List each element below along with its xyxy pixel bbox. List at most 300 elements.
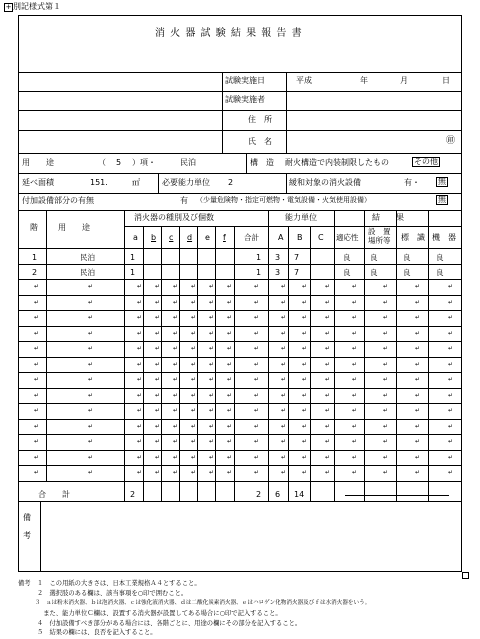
cell-return-mark: ↵ xyxy=(325,329,331,337)
cell-return-mark: ↵ xyxy=(227,298,233,306)
cell-return-mark: ↵ xyxy=(383,283,389,290)
result-subheader-rule xyxy=(334,226,462,227)
cell-return-mark: ↵ xyxy=(88,345,94,352)
cell-return-mark: ↵ xyxy=(415,298,421,306)
header-use: 用 途 xyxy=(58,223,90,232)
cell-return-mark: ↵ xyxy=(155,329,161,337)
cell-return-mark: ↵ xyxy=(352,345,358,352)
cell-return-mark: ↵ xyxy=(352,453,358,461)
cell-return-mark: ↵ xyxy=(325,345,331,352)
cell-return-mark: ↵ xyxy=(209,360,215,368)
cell-return-mark: ↵ xyxy=(137,345,143,352)
cell-return-mark: ↵ xyxy=(209,345,215,352)
cell-return-mark: ↵ xyxy=(448,422,454,430)
cell-return-mark: ↵ xyxy=(415,453,421,461)
cell-return-mark: ↵ xyxy=(383,422,389,430)
cell-return-mark: ↵ xyxy=(254,345,260,352)
capacity-value: 2 xyxy=(228,178,234,187)
relief-has-option: 有・ xyxy=(404,178,420,187)
attached-label: 付加設備部分の有無 xyxy=(22,196,94,205)
table-col-rule xyxy=(143,226,144,501)
cell-return-mark: ↵ xyxy=(281,391,287,399)
cell-return-mark: ↵ xyxy=(281,298,287,306)
cell-return-mark: ↵ xyxy=(302,422,308,430)
cell-return-mark: ↵ xyxy=(325,438,331,445)
header-e: e xyxy=(205,233,210,242)
cell-return-mark: ↵ xyxy=(352,314,358,321)
cell-return-mark: ↵ xyxy=(191,453,197,461)
cell-return-mark: ↵ xyxy=(227,422,233,430)
cell-return-mark: ↵ xyxy=(302,469,308,476)
header-floor: 階 xyxy=(30,223,38,232)
cell-return-mark: ↵ xyxy=(209,422,215,430)
cell-return-mark: ↵ xyxy=(209,329,215,337)
table-col-rule xyxy=(334,210,335,501)
row1-a: 1 xyxy=(130,253,136,262)
table-col-rule xyxy=(428,210,429,501)
cell-return-mark: ↵ xyxy=(34,422,40,430)
cell-return-mark: ↵ xyxy=(173,407,179,414)
row2-place: 良 xyxy=(370,268,378,277)
cell-return-mark: ↵ xyxy=(155,391,161,399)
cell-return-mark: ↵ xyxy=(383,329,389,337)
cell-return-mark: ↵ xyxy=(34,438,40,445)
cell-return-mark: ↵ xyxy=(137,283,143,290)
remarks-divider xyxy=(40,501,41,572)
row2-device: 良 xyxy=(436,268,444,277)
cell-return-mark: ↵ xyxy=(173,422,179,430)
year-label: 年 xyxy=(360,76,368,85)
cell-return-mark: ↵ xyxy=(254,314,260,321)
cell-return-mark: ↵ xyxy=(191,422,197,430)
cell-return-mark: ↵ xyxy=(137,360,143,368)
table-col-rule xyxy=(161,226,162,501)
row2-label: 良 xyxy=(403,268,411,277)
table-col-rule xyxy=(396,210,397,501)
table-col-rule xyxy=(234,226,235,501)
cell-return-mark: ↵ xyxy=(352,469,358,476)
use-label: 用 途 xyxy=(22,158,54,167)
cell-return-mark: ↵ xyxy=(155,283,161,290)
cell-return-mark: ↵ xyxy=(325,469,331,476)
corner-marker xyxy=(462,572,469,579)
cell-return-mark: ↵ xyxy=(383,438,389,445)
cell-return-mark: ↵ xyxy=(281,407,287,414)
header-result: 結 果 xyxy=(372,213,404,222)
cell-return-mark: ↵ xyxy=(88,391,94,399)
cell-return-mark: ↵ xyxy=(448,329,454,337)
header-f: f xyxy=(223,233,226,242)
total-row-rule xyxy=(18,501,462,502)
cell-return-mark: ↵ xyxy=(281,422,287,430)
cell-return-mark: ↵ xyxy=(209,283,215,290)
cell-return-mark: ↵ xyxy=(448,298,454,306)
cell-return-mark: ↵ xyxy=(325,283,331,290)
structure-other-option: その他 xyxy=(414,157,438,166)
cell-return-mark: ↵ xyxy=(383,360,389,368)
cell-return-mark: ↵ xyxy=(88,360,94,368)
cell-return-mark: ↵ xyxy=(281,438,287,445)
cell-return-mark: ↵ xyxy=(227,438,233,445)
cell-return-mark: ↵ xyxy=(155,469,161,476)
cell-return-mark: ↵ xyxy=(254,298,260,306)
table-col-rule xyxy=(179,226,180,501)
cell-return-mark: ↵ xyxy=(281,469,287,476)
cell-return-mark: ↵ xyxy=(209,453,215,461)
cell-return-mark: ↵ xyxy=(137,314,143,321)
cell-return-mark: ↵ xyxy=(352,422,358,430)
seal-icon: ㊞ xyxy=(446,136,456,146)
cell-return-mark: ↵ xyxy=(254,453,260,461)
use-value: 民泊 xyxy=(180,158,196,167)
note-3: ３ ａは粉末消火器、ｂは泡消火器、ｃは強化液消火器、ｄは二酸化炭素消火器、ｅはハロゲン化物消火器及びｆは水消火器をいう。 xyxy=(18,600,371,606)
cell-return-mark: ↵ xyxy=(325,422,331,430)
cell-return-mark: ↵ xyxy=(254,407,260,414)
cell-return-mark: ↵ xyxy=(34,298,40,306)
cell-return-mark: ↵ xyxy=(88,438,94,445)
row1-fit: 良 xyxy=(343,253,351,262)
cell-return-mark: ↵ xyxy=(173,314,179,321)
cell-return-mark: ↵ xyxy=(383,453,389,461)
cell-return-mark: ↵ xyxy=(227,453,233,461)
cell-return-mark: ↵ xyxy=(448,469,454,476)
cell-return-mark: ↵ xyxy=(155,360,161,368)
cell-return-mark: ↵ xyxy=(325,453,331,461)
cell-return-mark: ↵ xyxy=(34,329,40,337)
cell-return-mark: ↵ xyxy=(281,314,287,321)
cell-return-mark: ↵ xyxy=(155,298,161,306)
cell-return-mark: ↵ xyxy=(173,298,179,306)
attached-none-option: 無 xyxy=(438,195,446,204)
cell-return-mark: ↵ xyxy=(448,314,454,321)
cell-return-mark: ↵ xyxy=(173,376,179,383)
header-a: a xyxy=(133,233,138,242)
cell-return-mark: ↵ xyxy=(302,453,308,461)
cell-return-mark: ↵ xyxy=(34,407,40,414)
cell-return-mark: ↵ xyxy=(383,469,389,476)
cell-return-mark: ↵ xyxy=(88,283,94,290)
area-value: 151. xyxy=(90,178,108,187)
header-total: 合計 xyxy=(244,233,259,242)
cell-return-mark: ↵ xyxy=(302,376,308,383)
cell-return-mark: ↵ xyxy=(227,329,233,337)
cell-return-mark: ↵ xyxy=(137,469,143,476)
test-date-label: 試験実施日 xyxy=(225,76,265,85)
table-col-rule xyxy=(124,210,125,501)
cell-return-mark: ↵ xyxy=(209,314,215,321)
header-types: 消火器の種別及び個数 xyxy=(134,213,214,222)
total-result-strike xyxy=(345,495,449,496)
cell-return-mark: ↵ xyxy=(302,391,308,399)
header-capacity: 能力単位 xyxy=(285,213,317,222)
cell-return-mark: ↵ xyxy=(254,329,260,337)
cell-return-mark: ↵ xyxy=(302,329,308,337)
cell-return-mark: ↵ xyxy=(155,407,161,414)
cell-return-mark: ↵ xyxy=(254,422,260,430)
table-col-rule xyxy=(46,210,47,501)
page-title: 消 火 器 試 験 結 果 報 告 書 xyxy=(155,28,303,39)
row1-A: 3 xyxy=(275,253,281,262)
cell-return-mark: ↵ xyxy=(281,376,287,383)
cell-return-mark: ↵ xyxy=(448,283,454,290)
cell-return-mark: ↵ xyxy=(383,391,389,399)
cell-return-mark: ↵ xyxy=(448,407,454,414)
row2-total: 1 xyxy=(256,268,262,277)
day-label: 日 xyxy=(442,76,450,85)
cell-return-mark: ↵ xyxy=(325,391,331,399)
cell-return-mark: ↵ xyxy=(88,298,94,306)
table-col-rule xyxy=(288,226,289,501)
table-col-rule xyxy=(268,210,269,226)
cell-return-mark: ↵ xyxy=(325,376,331,383)
cell-return-mark: ↵ xyxy=(281,283,287,290)
use-paren-open: （ xyxy=(98,158,106,167)
cell-return-mark: ↵ xyxy=(352,376,358,383)
cell-return-mark: ↵ xyxy=(137,453,143,461)
row1-use: 民泊 xyxy=(80,253,95,262)
cell-return-mark: ↵ xyxy=(227,360,233,368)
table-col-rule xyxy=(215,226,216,501)
cell-return-mark: ↵ xyxy=(155,438,161,445)
cell-return-mark: ↵ xyxy=(415,345,421,352)
cell-return-mark: ↵ xyxy=(191,329,197,337)
cell-return-mark: ↵ xyxy=(325,298,331,306)
cell-return-mark: ↵ xyxy=(155,314,161,321)
cell-return-mark: ↵ xyxy=(302,345,308,352)
cell-return-mark: ↵ xyxy=(34,283,40,290)
cell-return-mark: ↵ xyxy=(281,345,287,352)
cell-return-mark: ↵ xyxy=(254,360,260,368)
row1-floor: 1 xyxy=(32,253,38,262)
header-C: C xyxy=(318,233,324,242)
cell-return-mark: ↵ xyxy=(155,376,161,383)
cell-return-mark: ↵ xyxy=(254,376,260,383)
cell-return-mark: ↵ xyxy=(227,469,233,476)
era-label: 平成 xyxy=(296,76,312,85)
cell-return-mark: ↵ xyxy=(227,376,233,383)
header-B: B xyxy=(297,233,303,242)
structure-label: 構 造 xyxy=(250,158,274,167)
cell-return-mark: ↵ xyxy=(155,453,161,461)
cell-return-mark: ↵ xyxy=(34,469,40,476)
cell-return-mark: ↵ xyxy=(415,283,421,290)
cell-return-mark: ↵ xyxy=(415,391,421,399)
cell-return-mark: ↵ xyxy=(191,283,197,290)
cell-return-mark: ↵ xyxy=(325,314,331,321)
form-id: 別記様式第１ xyxy=(13,2,61,11)
cell-return-mark: ↵ xyxy=(448,360,454,368)
cell-return-mark: ↵ xyxy=(191,376,197,383)
total-A: 6 xyxy=(275,490,281,499)
row1-B: 7 xyxy=(294,253,300,262)
cell-return-mark: ↵ xyxy=(137,422,143,430)
cell-return-mark: ↵ xyxy=(137,391,143,399)
cell-return-mark: ↵ xyxy=(34,391,40,399)
address-label: 住 所 xyxy=(248,115,272,124)
cell-return-mark: ↵ xyxy=(191,438,197,445)
cell-return-mark: ↵ xyxy=(209,376,215,383)
expand-box-icon: + xyxy=(5,3,12,11)
note-4: ４ 付加設備すべき部分がある場合には、各階ごとに、用途の欄にその部分を記入すること。 xyxy=(18,620,302,627)
table-col-rule xyxy=(197,226,198,501)
cell-return-mark: ↵ xyxy=(352,438,358,445)
row2-fit: 良 xyxy=(343,268,351,277)
row1-label: 良 xyxy=(403,253,411,262)
cell-return-mark: ↵ xyxy=(325,407,331,414)
note-2: ２ 選択肢のある欄は、該当事項を○印で囲むこと。 xyxy=(18,590,188,597)
cell-return-mark: ↵ xyxy=(352,329,358,337)
row1-total: 1 xyxy=(256,253,262,262)
cell-return-mark: ↵ xyxy=(415,469,421,476)
cell-return-mark: ↵ xyxy=(88,422,94,430)
header-label: 標 識 xyxy=(401,233,425,242)
table-col-rule xyxy=(310,226,311,501)
cell-return-mark: ↵ xyxy=(209,391,215,399)
cell-return-mark: ↵ xyxy=(325,360,331,368)
cell-return-mark: ↵ xyxy=(173,345,179,352)
cell-return-mark: ↵ xyxy=(352,360,358,368)
cell-return-mark: ↵ xyxy=(191,360,197,368)
cell-return-mark: ↵ xyxy=(209,298,215,306)
cell-return-mark: ↵ xyxy=(34,314,40,321)
tester-label: 試験実施者 xyxy=(225,95,265,104)
row1-place: 良 xyxy=(370,253,378,262)
cell-return-mark: ↵ xyxy=(88,469,94,476)
cell-return-mark: ↵ xyxy=(88,453,94,461)
row2-B: 7 xyxy=(294,268,300,277)
header-b: b xyxy=(151,233,157,242)
total-a: 2 xyxy=(130,490,136,499)
use-item-number: 5 xyxy=(116,158,122,167)
outer-border xyxy=(18,15,462,16)
row1-device: 良 xyxy=(436,253,444,262)
cell-return-mark: ↵ xyxy=(34,376,40,383)
cell-return-mark: ↵ xyxy=(34,453,40,461)
note-5: ５ 結果の欄には、良否を記入すること。 xyxy=(18,629,157,636)
attached-has-option: 有 xyxy=(180,196,188,205)
relief-label: 緩和対象の消火設備 xyxy=(289,178,361,187)
attached-detail: （少量危険物・指定可燃物・電気設備・火気使用設備） xyxy=(196,196,371,204)
cell-return-mark: ↵ xyxy=(302,298,308,306)
cell-return-mark: ↵ xyxy=(191,391,197,399)
header-d: d xyxy=(187,233,193,242)
cell-return-mark: ↵ xyxy=(281,360,287,368)
cell-return-mark: ↵ xyxy=(383,376,389,383)
cell-return-mark: ↵ xyxy=(173,438,179,445)
cell-return-mark: ↵ xyxy=(88,407,94,414)
cell-return-mark: ↵ xyxy=(191,407,197,414)
cell-return-mark: ↵ xyxy=(191,345,197,352)
cell-return-mark: ↵ xyxy=(227,283,233,290)
cell-return-mark: ↵ xyxy=(173,391,179,399)
cell-return-mark: ↵ xyxy=(281,453,287,461)
cell-return-mark: ↵ xyxy=(227,407,233,414)
month-label: 月 xyxy=(400,76,408,85)
cell-return-mark: ↵ xyxy=(173,360,179,368)
relief-none-option: 無 xyxy=(438,177,446,186)
cell-return-mark: ↵ xyxy=(137,407,143,414)
table-col-rule xyxy=(364,210,365,501)
cell-return-mark: ↵ xyxy=(191,469,197,476)
header-place: 設 置 場所等 xyxy=(368,227,391,245)
cell-return-mark: ↵ xyxy=(302,360,308,368)
cell-return-mark: ↵ xyxy=(415,407,421,414)
cell-return-mark: ↵ xyxy=(227,345,233,352)
cell-return-mark: ↵ xyxy=(155,422,161,430)
total-sum: 2 xyxy=(256,490,262,499)
cell-return-mark: ↵ xyxy=(137,376,143,383)
header-fit: 適応性 xyxy=(336,233,359,242)
cell-return-mark: ↵ xyxy=(448,391,454,399)
cell-return-mark: ↵ xyxy=(415,360,421,368)
cell-return-mark: ↵ xyxy=(448,438,454,445)
cell-return-mark: ↵ xyxy=(383,407,389,414)
cell-return-mark: ↵ xyxy=(173,469,179,476)
note-1: 備考 １ この用紙の大きさは、日本工業規格Ａ４とすること。 xyxy=(18,580,201,587)
cell-return-mark: ↵ xyxy=(137,329,143,337)
cell-return-mark: ↵ xyxy=(383,314,389,321)
cell-return-mark: ↵ xyxy=(191,314,197,321)
cell-return-mark: ↵ xyxy=(137,438,143,445)
cell-return-mark: ↵ xyxy=(415,314,421,321)
cell-return-mark: ↵ xyxy=(88,314,94,321)
cell-return-mark: ↵ xyxy=(352,391,358,399)
cell-return-mark: ↵ xyxy=(415,329,421,337)
cell-return-mark: ↵ xyxy=(137,298,143,306)
cell-return-mark: ↵ xyxy=(209,469,215,476)
cell-return-mark: ↵ xyxy=(34,360,40,368)
cell-return-mark: ↵ xyxy=(173,329,179,337)
header-A: A xyxy=(278,233,284,242)
cell-return-mark: ↵ xyxy=(302,314,308,321)
cell-return-mark: ↵ xyxy=(209,438,215,445)
row2-A: 3 xyxy=(275,268,281,277)
cell-return-mark: ↵ xyxy=(34,345,40,352)
total-label: 合 計 xyxy=(38,490,70,499)
cell-return-mark: ↵ xyxy=(173,283,179,290)
cell-return-mark: ↵ xyxy=(448,453,454,461)
types-subheader-rule xyxy=(124,226,334,227)
cell-return-mark: ↵ xyxy=(209,407,215,414)
cell-return-mark: ↵ xyxy=(254,469,260,476)
cell-return-mark: ↵ xyxy=(352,283,358,290)
table-col-rule xyxy=(268,226,269,501)
cell-return-mark: ↵ xyxy=(88,329,94,337)
row2-floor: 2 xyxy=(32,268,38,277)
note-3b: また、能力単位Ｃ欄は、設置する消火器が設置してある場合に○印で記入すること。 xyxy=(18,610,282,617)
cell-return-mark: ↵ xyxy=(254,283,260,290)
cell-return-mark: ↵ xyxy=(254,391,260,399)
cell-return-mark: ↵ xyxy=(448,345,454,352)
cell-return-mark: ↵ xyxy=(415,438,421,445)
cell-return-mark: ↵ xyxy=(227,314,233,321)
name-label: 氏 名 xyxy=(248,137,272,146)
cell-return-mark: ↵ xyxy=(281,329,287,337)
remarks-label: 備 考 xyxy=(23,513,31,540)
cell-return-mark: ↵ xyxy=(155,345,161,352)
cell-return-mark: ↵ xyxy=(191,298,197,306)
area-label: 延べ面積 xyxy=(22,178,54,187)
use-paren-close: ）項・ xyxy=(132,158,156,167)
row2-a: 1 xyxy=(130,268,136,277)
cell-return-mark: ↵ xyxy=(302,407,308,414)
cell-return-mark: ↵ xyxy=(383,298,389,306)
capacity-label: 必要能力単位 xyxy=(162,178,210,187)
structure-value: 耐火構造で内装制限したもの xyxy=(285,158,389,167)
header-c: c xyxy=(169,233,174,242)
cell-return-mark: ↵ xyxy=(448,376,454,383)
cell-return-mark: ↵ xyxy=(415,422,421,430)
